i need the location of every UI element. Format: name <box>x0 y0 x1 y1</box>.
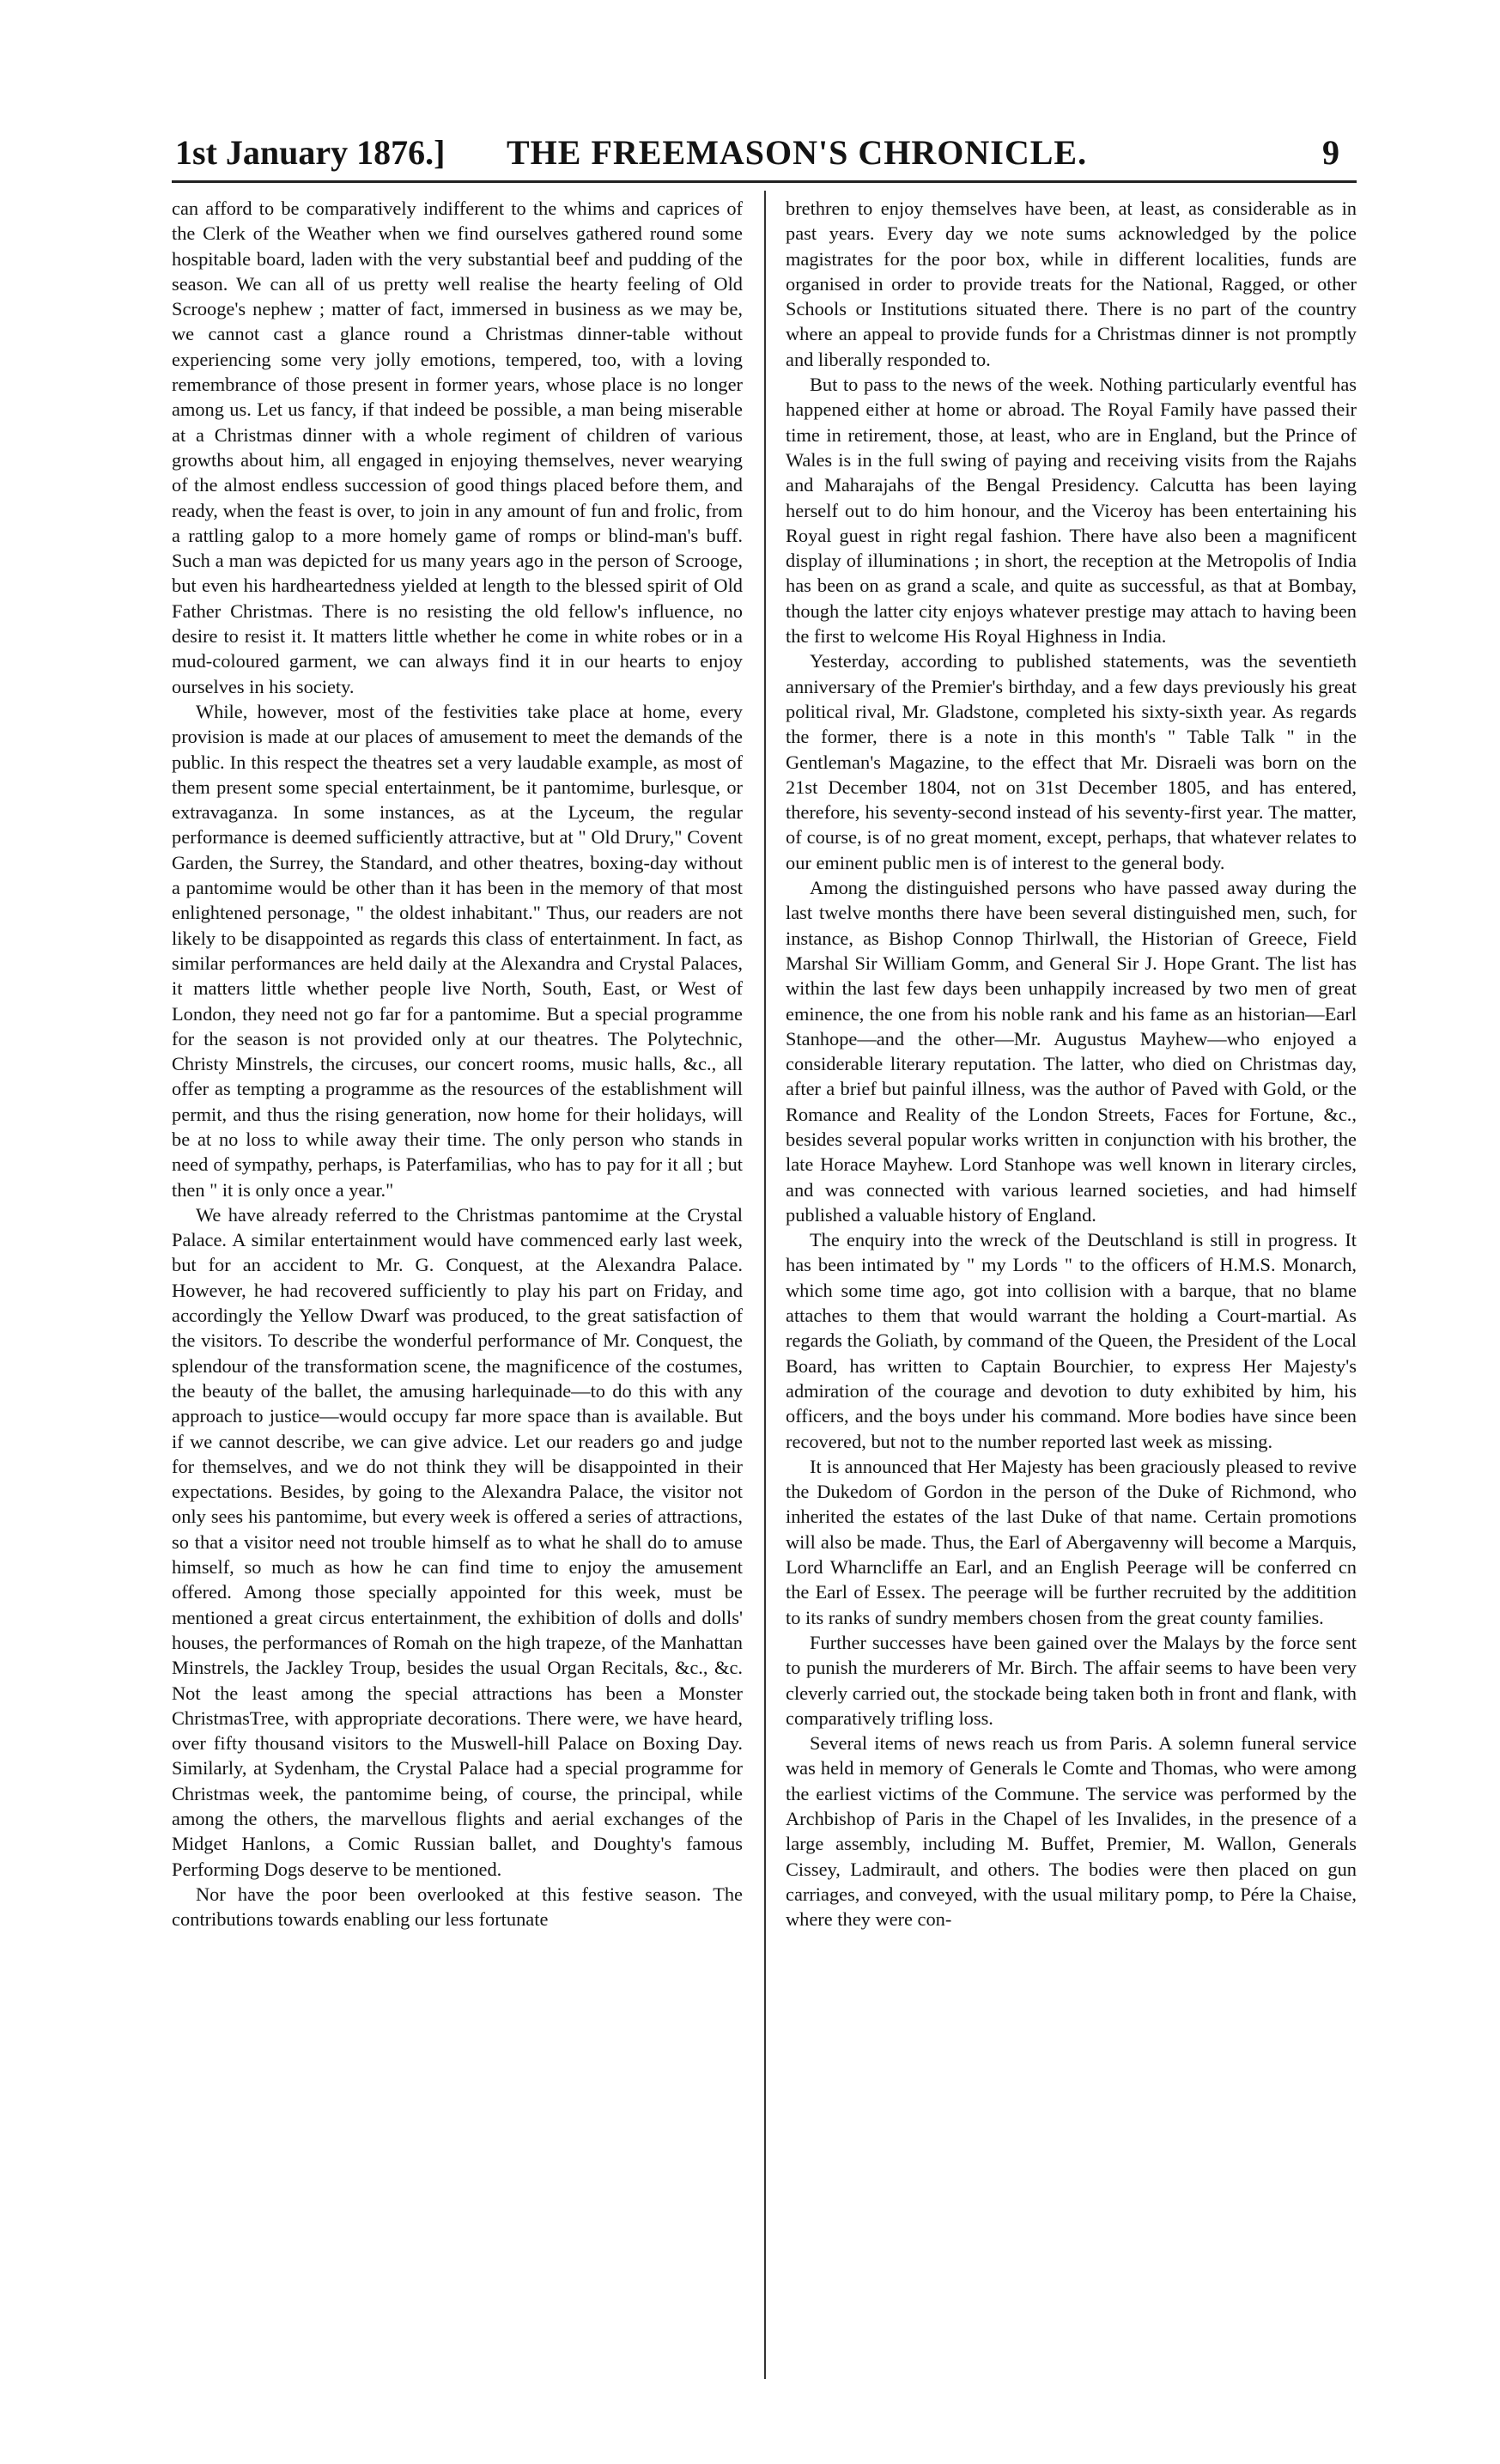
left-column <box>172 196 743 2377</box>
paragraph: It is announced that Her Majesty has been graciously pleased to revive the Dukedom of Gordon in the person of the Duke of Richmond, who inherited the estates of the last Duke of that name. Certain promotions will also be made. Thus, the Earl of Abergavenny will become a Marquis, Lord Wharncliffe an Earl, and an English Peerage will be conferred cn the Earl of Essex. The peerage will be further recruited by the additition to its ranks of sundry members chosen from the great county families. <box>786 1455 1357 1628</box>
newspaper-page <box>172 129 1357 2388</box>
page-header <box>172 129 1357 177</box>
paragraph: brethren to enjoy themselves have been, at least, as considerable as in past years. Every day we note sums acknowledged by the police magistrates for the poor box, while in different localities, funds are organised in order to provide treats for the National, Ragged, or other Schools or Institutions situated there. There is no part of the country where an appeal to provide funds for a Christmas dinner is not promptly and liberally responded to. <box>786 198 1357 370</box>
header-rule <box>172 180 1357 183</box>
paragraph: We have already referred to the Christmas pantomime at the Crystal Palace. A similar entertainment would have commenced early last week, but for an accident to Mr. G. Conquest, at the Alexandra Palace. However, he had recovered sufficiently to play his part on Friday, and accordingly the Yellow Dwarf was produced, to the great satisfaction of the visitors. To describe the wonderful performance of Mr. Conquest, the splendour of the transformation scene, the magnificence of the costumes, the beauty of the ballet, the amusing harlequinade—to do this with any approach to justice—would occupy far more space than is available. But if we cannot describe, we can give advice. Let our readers go and judge for themselves, and we do not think they will be disappointed in their expectations. Besides, by going to the Alexandra Palace, the visitor not only sees his pantomime, but every week is offered a series of attractions, so that a visitor need not trouble himself as to what he shall do to amuse himself, so much as how he can find time to enjoy the amusement offered. Among those specially appointed for this week, must be mentioned a great circus entertainment, the exhibition of dolls and dolls' houses, the performances of Romah on the high trapeze, of the Manhattan Minstrels, the Jackley Troup, besides the usual Organ Recitals, &c., &c. Not the least among the special attractions has been a Monster ChristmasTree, with appropriate decorations. There were, we have heard, over fifty thousand visitors to the Muswell-hill Palace on Boxing Day. Similarly, at Sydenham, the Crystal Palace had a special programme for Christmas week, the pantomime being, of course, the principal, while among the others, the marvellous flights and aerial exchanges of the Midget Hanlons, a Comic Russian ballet, and Doughty's famous Performing Dogs deserve to be mentioned. <box>172 1203 743 1880</box>
paragraph: can afford to be comparatively indifferent to the whims and caprices of the Clerk of the Weather when we find ourselves gathered round some hospitable board, laden with the very substantial beef and pudding of the season. We can all of us pretty well realise the hearty feeling of Old Scrooge's nephew ; matter of fact, immersed in business as we may be, we cannot cast a glance round a Christmas dinner-table without experiencing some very jolly emotions, tempered, too, with a loving remembrance of those present in former years, whose place is no longer among us. Let us fancy, if that indeed be possible, a man being miserable at a Christmas dinner with a whole regiment of children of various growths about him, all engaged in enjoying themselves, never wearying of the almost endless succession of good things placed before them, and ready, when the feast is over, to join in any amount of fun and frolic, from a rattling galop to a more homely game of romps or blind-man's buff. Such a man was depicted for us many years ago in the person of Scrooge, but even his hardheartedness yielded at length to the blessed spirit of Old Father Christmas. There is no resisting the old fellow's influence, no desire to resist it. It matters little whether he come in white robes or in a mud-coloured garment, we can always find it in our hearts to enjoy ourselves in his society. <box>172 198 743 697</box>
paragraph: Among the distinguished persons who have passed away during the last twelve months there have been several distinguished men, such, for instance, as Bishop Connop Thirlwall, the Historian of Greece, Field Marshal Sir William Gomm, and General Sir J. Hope Grant. The list has within the last few days been unhappily increased by two men of great eminence, the one from his noble rank and his fame as an historian—Earl Stanhope—and the other—Mr. Augustus Mayhew—who enjoyed a considerable literary reputation. The latter, who died on Christmas day, after a brief but painful illness, was the author of Paved with Gold, or the Romance and Reality of the London Streets, Faces for Fortune, &c., besides several popular works written in conjunction with his brother, the late Horace Mayhew. Lord Stanhope was well known in literary circles, and was connected with various learned societies, and had himself published a valuable history of England. <box>786 877 1357 1226</box>
masthead-title: THE FREEMASON'S CHRONICLE. <box>507 133 1088 172</box>
page-number: 9 <box>1322 133 1339 172</box>
paragraph: Several items of news reach us from Paris. A solemn funeral service was held in memory of Generals le Comte and Thomas, who were among the earliest victims of the Commune. The service was performed by the Archbishop of Paris in the Chapel of les Invalides, in the presence of a large assembly, including M. Buffet, Premier, M. Wallon, Generals Cissey, Ladmirault, and others. The bodies were then placed on gun carriages, and conveyed, with the usual military pomp, to Pére la Chaise, where they were con- <box>786 1732 1357 1931</box>
issue-date: 1st January 1876.] <box>175 133 446 172</box>
paragraph: While, however, most of the festivities take place at home, every provision is made at our places of amusement to meet the demands of the public. In this respect the theatres set a very laudable example, as most of them present some special entertainment, be it pantomime, burlesque, or extravaganza. In some instances, as at the Lyceum, the regular performance is deemed sufficiently attractive, but at " Old Drury," Covent Garden, the Surrey, the Standard, and other theatres, boxing-day without a pantomime would be other than it has been in the memory of that most enlightened personage, " the oldest inhabitant." Thus, our readers are not likely to be disappointed as regards this class of entertainment. In fact, as similar performances are held daily at the Alexandra and Crystal Palaces, it matters little whether people live North, South, East, or West of London, they need not go far for a pantomime. But a special programme for the season is not provided only at our theatres. The Polytechnic, Christy Minstrels, the circuses, our concert rooms, music halls, &c., all offer as tempting a programme as the resources of the establishment will permit, and thus the rising generation, now home for their holidays, will be at no loss to while away their time. The only person who stands in need of sympathy, perhaps, is Paterfamilias, who has to pay for it all ; but then " it is only once a year." <box>172 700 743 1201</box>
paragraph: Yesterday, according to published statements, was the seventieth anniversary of the Premier's birthday, and a few days previously his great political rival, Mr. Gladstone, completed his sixty-sixth year. As regards the former, there is a note in this month's " Table Talk " in the Gentleman's Magazine, to the effect that Mr. Disraeli was born on the 21st December 1804, not on 31st December 1805, and has entered, therefore, his seventy-second instead of his seventy-first year. The matter, of course, is of no great moment, except, perhaps, that whatever relates to our eminent public men is of interest to the general body. <box>786 650 1357 873</box>
paragraph: Further successes have been gained over the Malays by the force sent to punish the murderers of Mr. Birch. The affair seems to have been very cleverly carried out, the stockade being taken both in front and flank, with comparatively trifling loss. <box>786 1631 1357 1729</box>
right-column <box>786 196 1357 2377</box>
column-divider <box>764 191 766 2379</box>
paragraph: The enquiry into the wreck of the Deutschland is still in progress. It has been intimated by " my Lords " to the officers of H.M.S. Monarch, which some time ago, got into collision with a barque, that no blame attaches to them that would warrant the holding a Court-martial. As regards the Goliath, by command of the Queen, the President of the Local Board, has written to Captain Bourchier, to express Her Majesty's admiration of the courage and devotion to duty exhibited by him, his officers, and the boys under his command. More bodies have since been recovered, but not to the number reported last week as missing. <box>786 1229 1357 1452</box>
paragraph: But to pass to the news of the week. Nothing particularly eventful has happened either at home or abroad. The Royal Family have passed their time in retirement, those, at least, who are in England, but the Prince of Wales is in the full swing of paying and receiving visits from the Rajahs and Maharajahs of the Bengal Presidency. Calcutta has been laying herself out to do him honour, and the Viceroy has been entertaining his Royal guest in right regal fashion. There have also been a magnificent display of illuminations ; in short, the reception at the Metropolis of India has been on as grand a scale, and quite as successful, as that at Bombay, though the latter city enjoys whatever prestige may attach to having been the first to welcome His Royal Highness in India. <box>786 374 1357 648</box>
paragraph: Nor have the poor been overlooked at this festive season. The contributions towards enabling our less fortunate <box>172 1883 743 1931</box>
